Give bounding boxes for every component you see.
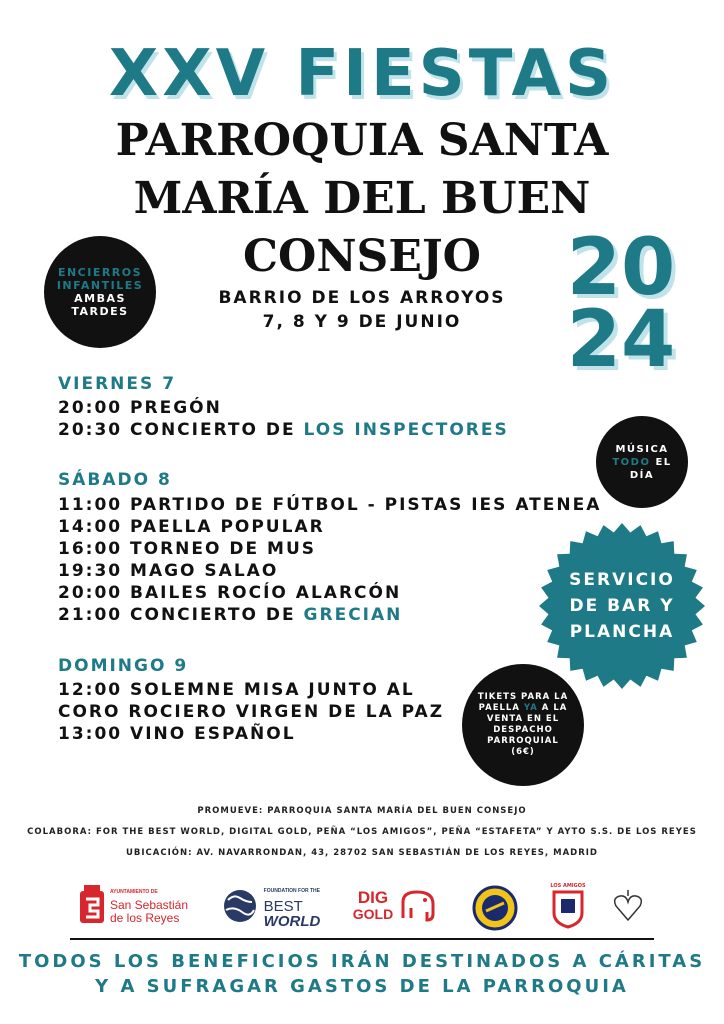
- encierros-line1: ENCIERROS: [57, 266, 143, 279]
- musica-badge: [596, 416, 688, 508]
- neighborhood: BARRIO DE LOS ARROYOS: [218, 288, 506, 308]
- servicio-line1: SERVICIO: [569, 570, 675, 590]
- schedule-item: 20:00 PREGÓN: [58, 398, 222, 418]
- digital-gold-logo: [346, 884, 448, 928]
- beneficiary-line2: Y A SUFRAGAR GASTOS DE LA PARROQUIA: [95, 976, 629, 997]
- schedule-item: 20:00 BAILES ROCÍO ALARCÓN: [58, 583, 402, 603]
- schedule-item: 11:00 PARTIDO DE FÚTBOL - PISTAS IES ATENEA: [58, 495, 602, 515]
- day-domingo: DOMINGO 9: [58, 656, 189, 676]
- day-sabado: SÁBADO 8: [58, 470, 172, 490]
- globe-icon: [220, 888, 260, 924]
- schedule-item: [58, 420, 509, 440]
- musica-todo: TODO: [612, 456, 651, 468]
- parish-name-line1: PARROQUIA SANTA: [115, 115, 609, 166]
- dig-line1: DIG: [357, 888, 389, 907]
- ayto-logo: [74, 882, 192, 928]
- tikets-paella: PAELLA: [478, 703, 520, 713]
- ayto-crest-icon: [78, 885, 106, 925]
- best-line2: WORLD: [263, 912, 321, 930]
- ayto-small: AYUNTAMIENTO DE: [109, 888, 158, 895]
- parish-name: [100, 112, 624, 286]
- year-bottom: 24: [566, 295, 676, 385]
- footer-ubicacion: UBICACIÓN: AV. NAVARRONDAN, 43, 28702 SAN SEBASTIÁN DE LOS REYES, MADRID: [126, 848, 598, 858]
- encierros-badge: [44, 236, 156, 348]
- musica-line3: DÍA: [629, 469, 655, 481]
- servicio-badge: [538, 522, 706, 690]
- musica-line2: [612, 456, 671, 469]
- tikets-line1: TIKETS PARA LA: [477, 692, 569, 702]
- choir-name: CORO ROCIERO VIRGEN DE LA PAZ: [58, 702, 445, 722]
- tikets-line2: [479, 703, 568, 714]
- amigos-shield-icon: [551, 889, 585, 929]
- musica-line1: MÚSICA: [615, 443, 669, 455]
- servicio-line3: PLANCHA: [569, 622, 675, 642]
- schedule-item: 14:00 PAELLA POPULAR: [58, 517, 325, 537]
- parish-name-line3: CONSEJO: [242, 231, 482, 282]
- schedule-item: 13:00 VINO ESPAÑOL: [58, 724, 296, 744]
- heart-logo: [608, 886, 648, 926]
- schedule-item: [58, 605, 402, 625]
- year-top: 20: [566, 223, 676, 313]
- pena-los-amigos-logo: [548, 880, 588, 932]
- pena-estafeta-logo: [470, 884, 520, 932]
- heart-icon: [610, 888, 646, 924]
- parish-name-line2: MARÍA DEL BUEN: [133, 173, 591, 224]
- best-world-logo: [208, 884, 332, 928]
- beneficiary-line1: TODOS LOS BENEFICIOS IRÁN DESTINADOS A CÁRITAS: [18, 951, 706, 972]
- estafeta-badge-icon: [472, 885, 518, 931]
- dig-line2: GOLD: [352, 906, 394, 922]
- footer-colabora: COLABORA: FOR THE BEST WORLD, DIGITAL GOLD, PEÑA “LOS AMIGOS”, PEÑA “ESTAFETA” Y AYTO S.S. DE LOS REYES: [27, 827, 697, 837]
- amigos-small: LOS AMIGOS: [550, 883, 586, 889]
- tikets-line6: (6€): [511, 747, 535, 757]
- schedule-item-text: 20:30 CONCIERTO DE: [58, 420, 296, 440]
- day-viernes: VIERNES 7: [58, 374, 177, 394]
- event-title: XXV FIESTAS: [108, 37, 616, 111]
- encierros-line2: INFANTILES: [56, 279, 144, 292]
- ayto-line1: San Sebastián: [109, 897, 189, 912]
- tikets-line5: PARROQUIAL: [487, 736, 559, 746]
- tikets-badge: [462, 664, 584, 786]
- tikets-ya: YA: [523, 703, 538, 713]
- tikets-line3: VENTA EN EL: [486, 714, 560, 724]
- best-line1: BEST: [263, 897, 303, 915]
- tikets-a-la: A LA: [541, 703, 568, 713]
- encierros-line4: TARDES: [71, 305, 129, 318]
- footer-divider: [70, 938, 654, 940]
- schedule-item-text: 21:00 CONCIERTO DE: [58, 605, 296, 625]
- ayto-line2: de los Reyes: [109, 910, 180, 925]
- servicio-line2: DE BAR Y: [569, 596, 675, 616]
- schedule-item: 16:00 TORNEO DE MUS: [58, 539, 316, 559]
- best-small: FOUNDATION FOR THE: [263, 887, 320, 894]
- elephant-icon: [397, 888, 441, 924]
- footer-promueve: PROMUEVE: PARROQUIA SANTA MARÍA DEL BUEN CONSEJO: [197, 806, 527, 816]
- schedule-item: 19:30 MAGO SALAO: [58, 561, 279, 581]
- musica-el: EL: [655, 456, 672, 468]
- schedule-item: 12:00 SOLEMNE MISA JUNTO AL: [58, 680, 415, 700]
- band-name: GRECIAN: [303, 605, 403, 625]
- encierros-line3: AMBAS: [74, 292, 126, 305]
- tikets-line4: DESPACHO: [493, 725, 553, 735]
- band-name: LOS INSPECTORES: [303, 420, 509, 440]
- event-dates: 7, 8 Y 9 DE JUNIO: [262, 312, 462, 332]
